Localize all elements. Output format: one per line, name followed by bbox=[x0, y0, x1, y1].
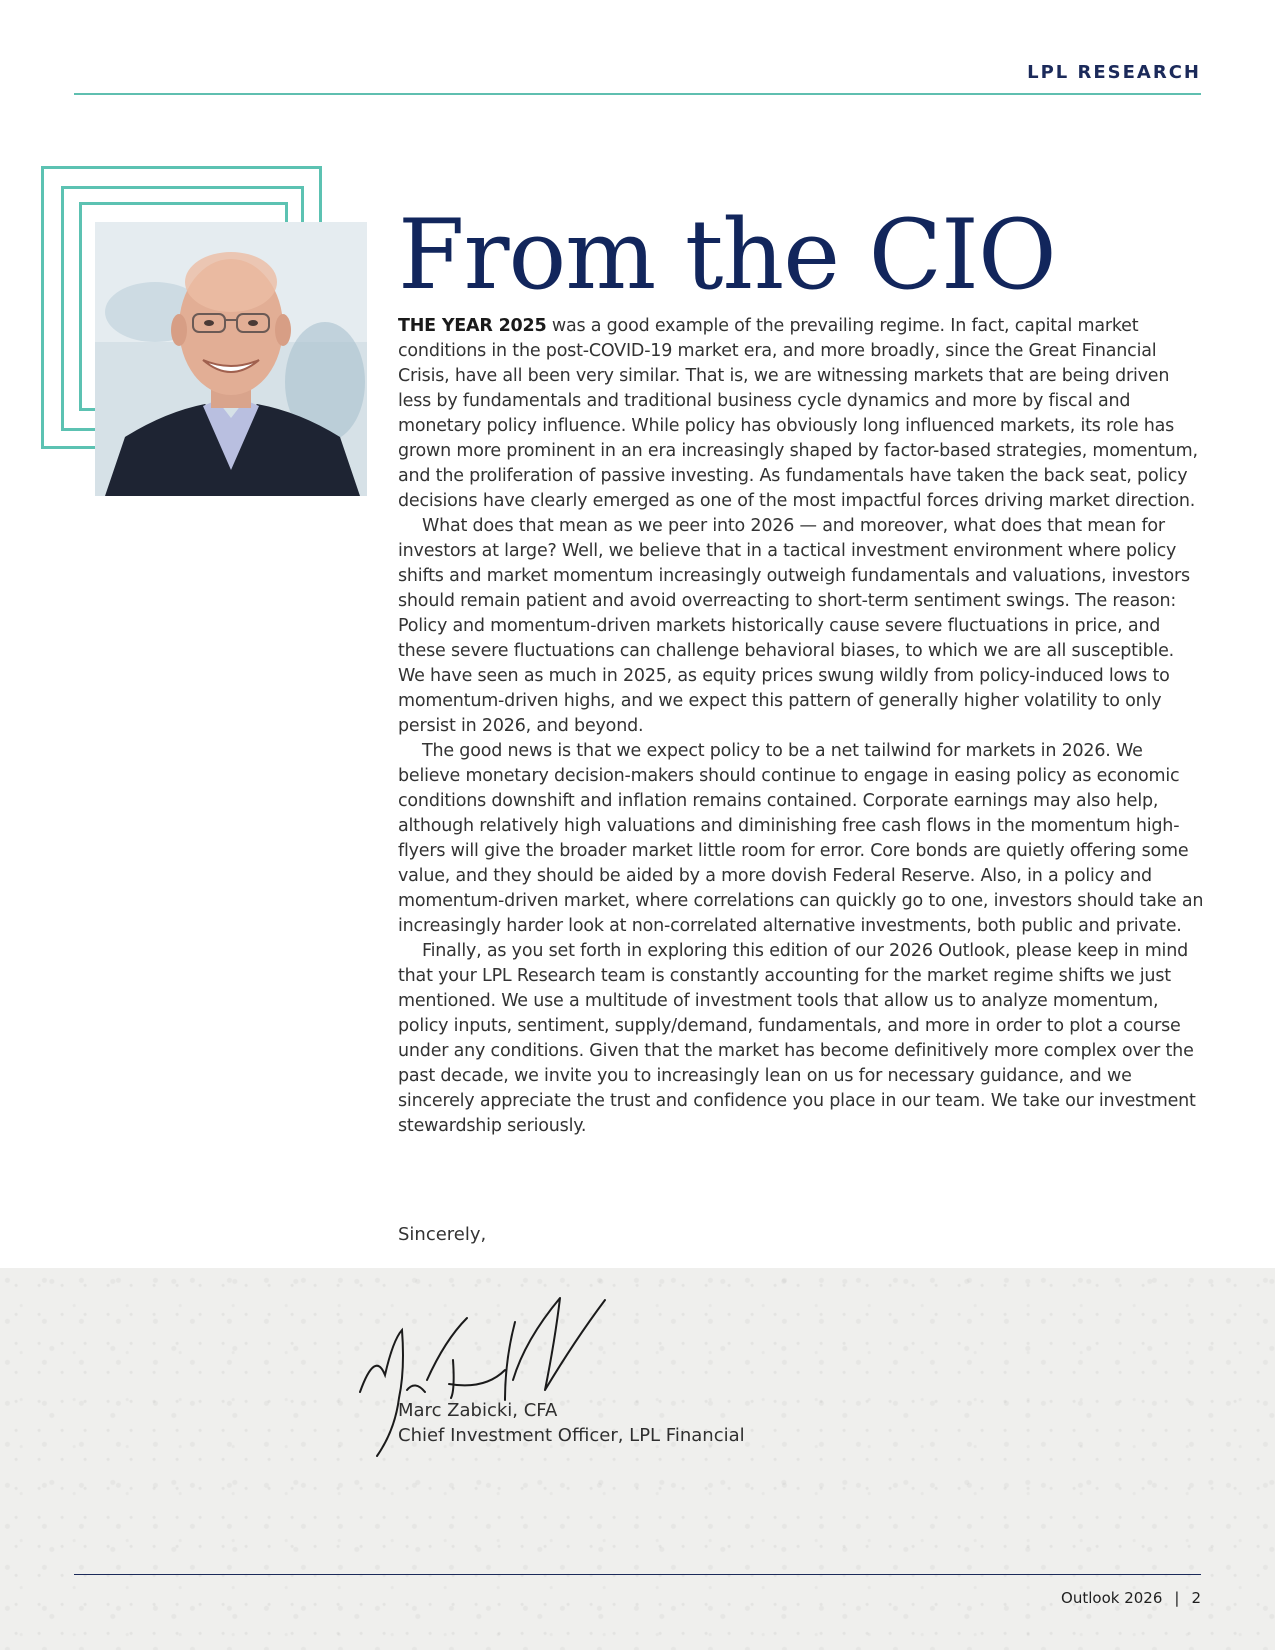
page-title: From the CIO bbox=[398, 199, 1056, 311]
letter-paragraph-2: What does that mean as we peer into 2026 — and moreover, what does that mean for investors at large? Well, we believe that in a tactical investment environment where policy shifts and market momentum increasingly outweigh fundamentals and valuations, investors should remain patient and avoid overreacting to short-term sentiment swings. The reason: Policy and momentum-driven markets historically cause severe fluctuations in price, and these severe fluctuations can challenge behavioral biases, to which we are all susceptible. We have seen as much in 2025, as equity prices swung wildly from policy-induced lows to momentum-driven highs, and we expect this pattern of generally higher volatility to only persist in 2026, and beyond. bbox=[398, 516, 1190, 736]
footer-separator: | bbox=[1174, 1589, 1180, 1607]
page-number: 2 bbox=[1191, 1589, 1201, 1607]
header-label: LPL RESEARCH bbox=[1027, 62, 1201, 83]
page-footer bbox=[1061, 1589, 1201, 1607]
closing-salutation: Sincerely, bbox=[398, 1224, 487, 1245]
letter-body bbox=[398, 314, 1204, 1139]
footer-publication: Outlook 2026 bbox=[1061, 1589, 1163, 1607]
footer-divider bbox=[74, 1574, 1201, 1575]
letter-paragraph-3: The good news is that we expect policy to be a net tailwind for markets in 2026. We believe monetary decision-makers should continue to engage in easing policy as economic conditions downshift and inflation remains contained. Corporate earnings may also help, although relatively high valuations and diminishing free cash flows in the momentum high-flyers will give the broader market little room for error. Core bonds are quietly offering some value, and they should be aided by a more dovish Federal Reserve. Also, in a policy and momentum-driven market, where correlations can quickly go to one, investors should take an increasingly harder look at non-correlated alternative investments, both public and private. bbox=[398, 741, 1204, 936]
paragraph-1-text: was a good example of the prevailing regime. In fact, capital market conditions in the post-COVID-19 market era, and more broadly, since the Great Financial Crisis, have all been very similar. That is, we are witnessing markets that are being driven less by fundamentals and traditional business cycle dynamics and more by fiscal and monetary policy influence. While policy has obviously long influenced markets, its role has grown more prominent in an era increasingly shaped by factor-based strategies, momentum, and the proliferation of passive investing. As fundamentals have taken the back seat, policy decisions have clearly emerged as one of the most impactful forces driving market direction. bbox=[398, 316, 1198, 511]
signer-name: Marc Zabicki, CFA bbox=[398, 1400, 558, 1421]
letter-paragraph-1 bbox=[398, 314, 1204, 514]
author-portrait bbox=[95, 222, 367, 496]
header-divider bbox=[74, 93, 1201, 95]
letter-paragraph-4: Finally, as you set forth in exploring this edition of our 2026 Outlook, please keep in mind that your LPL Research team is constantly accounting for the market regime shifts we just mentioned. We use a multitude of investment tools that allow us to analyze momentum, policy inputs, sentiment, supply/demand, fundamentals, and more in order to plot a course under any conditions. Given that the market has become definitively more complex over the past decade, we invite you to increasingly lean on us for necessary guidance, and we sincerely appreciate the trust and confidence you place in our team. We take our investment stewardship seriously. bbox=[398, 941, 1196, 1136]
signer-title: Chief Investment Officer, LPL Financial bbox=[398, 1425, 745, 1446]
lead-in: THE YEAR 2025 bbox=[398, 316, 547, 336]
